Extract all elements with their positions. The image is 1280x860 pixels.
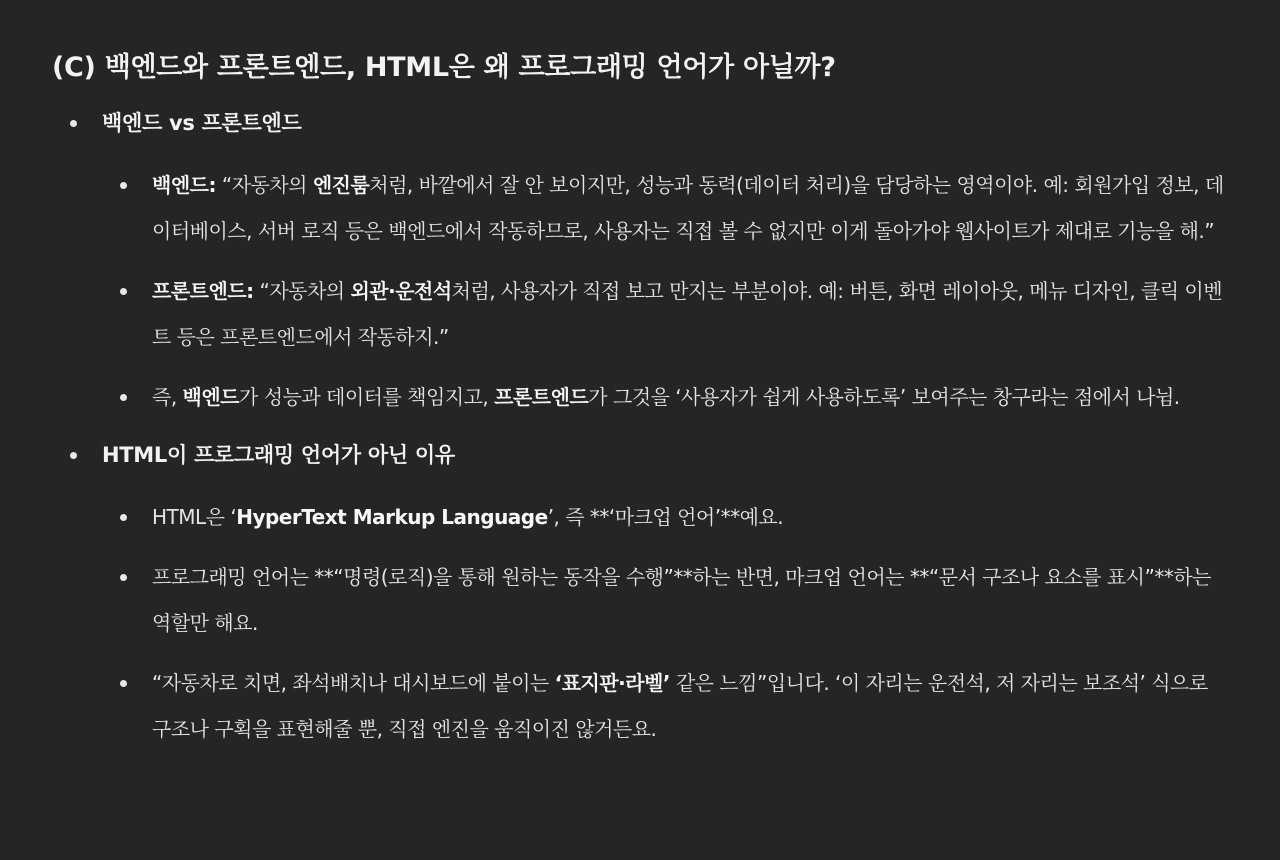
emphasis-exterior: 외관·운전석 (350, 279, 452, 303)
topic-title: 백엔드 vs 프론트엔드 (102, 111, 302, 135)
emphasis-engine-room: 엔진룸 (312, 173, 370, 197)
list-item-html-definition (102, 494, 1232, 540)
text-span: 프로그래밍 언어는 **“명령(로직)을 통해 원하는 동작을 수행”**하는 반면, 마크업 언어는 **“문서 구조나 요소를 표시”**하는 역할만 해요. (152, 565, 1211, 635)
text-span: 처럼, 바깥에서 잘 안 보이지만, 성능과 동력(데이터 처리)을 담당하는 영역이야. 예: 회원가입 정보, 데이터베이스, 서버 로직 등은 백엔드에서 작동하므로, 사용자는 직접 볼 수 없지만 이게 돌아가야 웹사이트가 제대로 기능을 해.” (152, 173, 1224, 243)
text-span: 즉, (152, 385, 183, 409)
topic-item-backend-vs-frontend (52, 106, 1280, 420)
section-heading: (C) 백엔드와 프론트엔드, HTML은 왜 프로그래밍 언어가 아닐까? (52, 52, 836, 83)
text-span: 같은 느낌”입니다. ‘이 자리는 운전석, 저 자리는 보조석’ 식으로 구조나 구획을 표현해줄 뿐, 직접 엔진을 움직이진 않거든요. (152, 671, 1208, 741)
list-item-summary (102, 374, 1232, 420)
topic-item-html (52, 438, 1280, 752)
list-item-car-analogy (102, 660, 1232, 752)
emphasis-backend: 백엔드 (182, 385, 240, 409)
bullet-icon (120, 680, 127, 687)
emphasis-hypertext: HyperText Markup Language (236, 505, 548, 529)
bullet-icon (120, 514, 127, 521)
list-item-programming-vs-markup (102, 554, 1232, 646)
emphasis-signs-labels: ‘표지판·라벨’ (554, 671, 670, 695)
text-span: ’, 즉 **‘마크업 언어’**예요. (547, 505, 784, 529)
text-span: “자동차로 치면, 좌석배치나 대시보드에 붙이는 (152, 671, 555, 695)
list-item-backend (102, 162, 1232, 254)
text-span: “자동차의 (215, 173, 313, 197)
term-frontend: 프론트엔드: (152, 279, 254, 303)
topic-title: HTML이 프로그래밍 언어가 아닌 이유 (102, 443, 455, 467)
emphasis-frontend: 프론트엔드 (494, 385, 589, 409)
bullet-icon (120, 182, 127, 189)
text-span: HTML은 ‘ (152, 505, 237, 529)
bullet-icon (70, 452, 77, 459)
bullet-icon (120, 394, 127, 401)
term-backend: 백엔드: (152, 173, 216, 197)
text-span: 가 성능과 데이터를 책임지고, (239, 385, 495, 409)
text-span: 가 그것을 ‘사용자가 쉽게 사용하도록’ 보여주는 창구라는 점에서 나뉨. (588, 385, 1180, 409)
topic-list (52, 106, 1280, 752)
subtopic-list (102, 162, 1280, 420)
bullet-icon (70, 120, 77, 127)
text-span: 처럼, 사용자가 직접 보고 만지는 부분이야. 예: 버튼, 화면 레이아웃, 메뉴 디자인, 클릭 이벤트 등은 프론트엔드에서 작동하지.” (152, 279, 1223, 349)
subtopic-list (102, 494, 1280, 752)
bullet-icon (120, 574, 127, 581)
bullet-icon (120, 288, 127, 295)
text-span: “자동차의 (253, 279, 351, 303)
list-item-frontend (102, 268, 1232, 360)
